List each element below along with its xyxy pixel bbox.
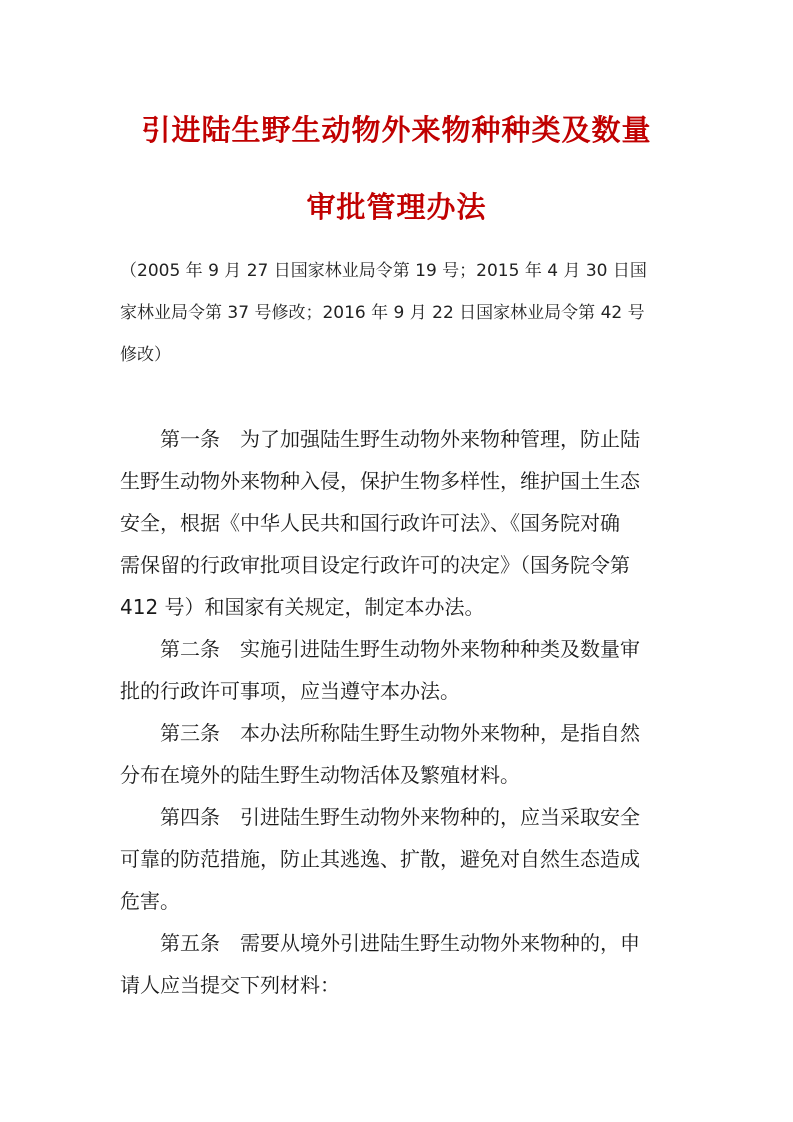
article-2-line: 第二条 实施引进陆生野生动物外来物种种类及数量审 — [160, 637, 640, 661]
article-1-line: 需保留的行政审批项目设定行政许可的决定》（国务院令第 — [120, 553, 630, 577]
article-1-line: 生野生动物外来物种入侵，保护生物多样性，维护国土生态 — [120, 469, 640, 493]
article-5-line: 第五条 需要从境外引进陆生野生动物外来物种的，申 — [160, 931, 640, 955]
article-3-line: 分布在境外的陆生野生动物活体及繁殖材料。 — [120, 763, 520, 787]
article-1-line: 安全，根据《中华人民共和国行政许可法》、《国务院对确 — [120, 511, 620, 535]
document-title-line-1: 引进陆生野生动物外来物种种类及数量 — [141, 113, 652, 147]
document-title-line-2: 审批管理办法 — [306, 190, 487, 224]
article-2-line: 批的行政许可事项，应当遵守本办法。 — [120, 679, 460, 703]
document-body — [120, 418, 680, 1006]
note-line: 家林业局令第 37 号修改；2016 年 9 月 22 日国家林业局令第 42 号 — [120, 303, 645, 323]
amendment-note — [120, 250, 680, 376]
article-5-line: 请人应当提交下列材料： — [120, 973, 340, 997]
article-4-line: 第四条 引进陆生野生动物外来物种的，应当采取安全 — [160, 805, 640, 829]
note-line: 修改） — [120, 345, 171, 365]
note-line: （2005 年 9 月 27 日国家林业局令第 19 号；2015 年 4 月 30 日国 — [120, 261, 647, 281]
article-4-line: 可靠的防范措施，防止其逃逸、扩散，避免对自然生态造成 — [120, 847, 640, 871]
article-1-line: 412 号）和国家有关规定，制定本办法。 — [120, 595, 485, 619]
article-1-line: 第一条 为了加强陆生野生动物外来物种管理，防止陆 — [160, 427, 640, 451]
article-4-line: 危害。 — [120, 889, 180, 913]
article-3-line: 第三条 本办法所称陆生野生动物外来物种，是指自然 — [160, 721, 640, 745]
